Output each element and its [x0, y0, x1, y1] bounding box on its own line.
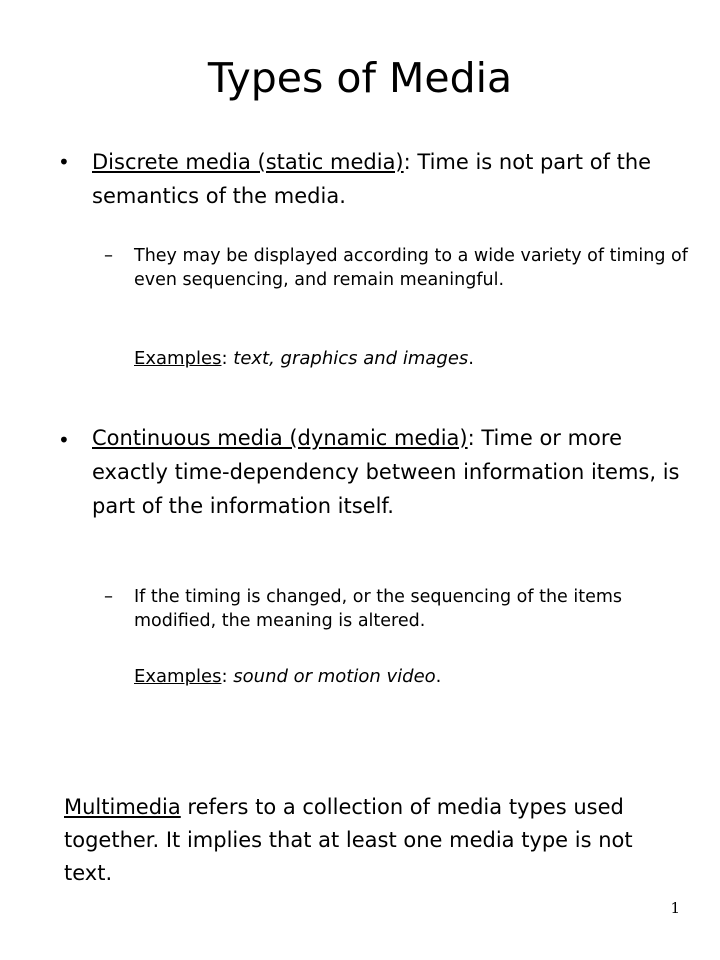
discrete-examples-end: . — [468, 348, 475, 369]
discrete-examples-label: Examples — [134, 348, 222, 369]
continuous-examples-end: . — [435, 666, 442, 687]
discrete-media-examples — [134, 346, 694, 372]
dash-continuous-detail: – — [104, 586, 113, 607]
discrete-examples-items: text, graphics and images — [233, 348, 469, 369]
discrete-media-term: Discrete media (static media) — [92, 150, 404, 174]
discrete-media-definition: : Time is not part of the semantics of the media. — [92, 150, 652, 208]
continuous-media-paragraph — [92, 421, 692, 523]
discrete-media-paragraph — [92, 145, 692, 213]
discrete-media-detail: They may be displayed according to a wide variety of timing of even sequencing, and remain meaningful. — [134, 246, 688, 290]
multimedia-definition — [64, 791, 684, 890]
bullet-dot-continuous: • — [58, 428, 70, 452]
continuous-media-detail: If the timing is changed, or the sequencing of the items modified, the meaning is altered. — [134, 587, 623, 631]
page-number: 1 — [670, 899, 680, 917]
continuous-media-definition: : Time or more exactly time-dependency between information items, is part of the information itself. — [92, 426, 680, 518]
continuous-media-term: Continuous media (dynamic media) — [92, 426, 468, 450]
continuous-media-examples — [134, 664, 694, 690]
slide-title: Types of Media — [207, 54, 513, 102]
bullet-dot-discrete: • — [58, 150, 70, 174]
multimedia-text: refers to a collection of media types used together. It implies that at least one media type is not text. — [64, 795, 633, 885]
dash-discrete-detail: – — [104, 245, 113, 266]
continuous-examples-items: sound or motion video — [233, 666, 436, 687]
continuous-examples-label: Examples — [134, 666, 222, 687]
multimedia-term: Multimedia — [64, 795, 181, 819]
continuous-examples-sep: : — [221, 666, 234, 687]
discrete-examples-sep: : — [221, 348, 234, 369]
